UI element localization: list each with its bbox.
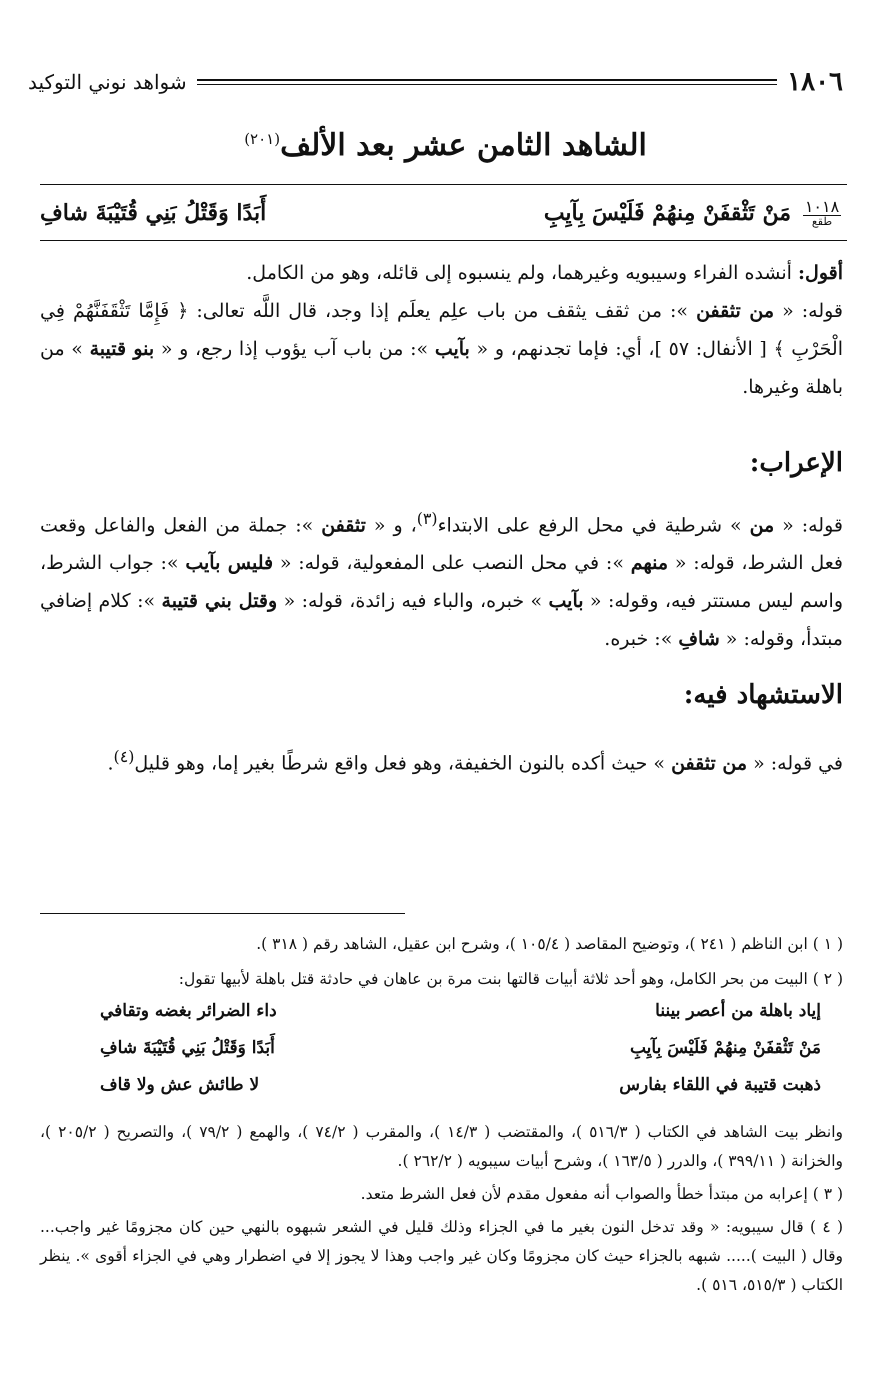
- irab-term: وقتل بني قتيبة: [161, 590, 278, 613]
- irab-text: » شرطية في محل الرفع على الابتداء: [437, 514, 750, 537]
- intro-paragraph-1: [40, 254, 843, 292]
- istishhad-paragraph: [40, 738, 843, 782]
- shahid-title: [40, 128, 851, 163]
- footnote-separator: [40, 913, 405, 914]
- istishhad-text: » حيث أكده بالنون الخفيفة، وهو فعل واقع شرطًا بغير إما، وهو قليل: [134, 752, 672, 775]
- title-footnote-ref: (٢٠١): [244, 130, 281, 148]
- intro-term: من تثقفن: [696, 300, 775, 322]
- intro-text: قوله: «: [774, 300, 844, 322]
- irab-term: فليس بآيب: [185, 552, 274, 575]
- intro-text: » من باهلة وغيرها.: [40, 338, 843, 398]
- header-rule: [197, 79, 778, 85]
- poem-hemistich-left: أَبَدًا وَقَتْلُ بَنِي قُتَيْبَةَ شافِ: [100, 1038, 275, 1058]
- intro-paragraphs: [40, 254, 843, 406]
- irab-text: » خبره، والباء فيه زائدة، قوله: «: [277, 590, 549, 613]
- footnote-1: ( ١ ) ابن الناظم ( ٢٤١ )، وتوضيح المقاصد ( ١٠٥/٤ )، وشرح ابن عقيل، الشاهد رقم ( ٣١٨ ).: [256, 935, 843, 953]
- verse-meter: طقع: [811, 215, 833, 229]
- istishhad-heading: الاستشهاد فيه:: [683, 680, 843, 710]
- verse-hemistich-2: أَبَدًا وَقَتْلُ بَنِي قُتَيْبَةَ شافِ: [40, 200, 267, 226]
- footnote-2-sources: وانظر بيت الشاهد في الكتاب ( ٥١٦/٣ )، والمقتضب ( ١٤/٣ )، والمقرب ( ٧٤/٢ )، والهمع ( ٧٩/٢ )، والتصريح ( ٢٠٥/٢ )، والخزانة ( ٣٩٩/١١ )، والدرر ( ١٦٣/٥ )، وشرح أبيات سيبويه ( ٢٦٢/٢ ).: [40, 1123, 844, 1170]
- istishhad-footnote-ref: (٤): [113, 747, 135, 766]
- irab-term: منهم: [630, 552, 669, 575]
- verse-number-block: [797, 198, 847, 229]
- shahid-title-text: الشاهد الثامن عشر بعد الألف: [280, 128, 647, 163]
- poem-hemistich-right: إياد باهلة من أعصر بيننا: [655, 1001, 821, 1021]
- irab-heading: الإعراب:: [749, 448, 843, 478]
- irab-term: بآيب: [548, 590, 584, 613]
- istishhad-text: في قوله: «: [747, 752, 843, 775]
- istishhad-text: .: [107, 752, 114, 775]
- footnote-4: ( ٤ ) قال سيبويه: « وقد تدخل النون بغير ما في الجزاء وذلك قليل في الشعر شبهوه بالنهي حين كان مجزومًا غير واجب... وقال ( البيت )..... شبهه بالجزاء حيث كان مجزومًا وكان غير واجب وهذا لا يجوز إلا في اضطرار وهي في الجزاء أقوى ». ينظر الكتاب ( ٥١٥/٣، ٥١٦ ).: [40, 1218, 843, 1294]
- irab-term: من: [749, 514, 775, 537]
- page-header: [28, 62, 843, 102]
- irab-text: »: خبره.: [604, 628, 679, 651]
- irab-text: »: في محل النصب على المفعولية، قوله: «: [273, 552, 631, 575]
- poem-hemistich-right: مَنْ تَثْقفَنْ مِنهُمْ فَلَيْسَ بِآيِبِ: [629, 1038, 821, 1058]
- verse-bottom-rule: [40, 240, 847, 241]
- intro-text: »: من باب آب يؤوب إذا رجع، و «: [154, 338, 435, 360]
- verse-line: [40, 190, 847, 236]
- footnote-poem-line: [100, 1038, 821, 1058]
- irab-text: »: كلام إضافي مبتدأ، وقوله: «: [40, 590, 843, 651]
- intro-paragraph-2: [40, 292, 843, 406]
- poem-hemistich-left: لا طائش عش ولا قاف: [100, 1075, 260, 1095]
- irab-paragraph: [40, 500, 843, 658]
- intro-lead: أقول:: [798, 262, 843, 284]
- footnote-poem-line: [100, 1075, 821, 1095]
- irab-text: »: جواب الشرط، واسم ليس مستتر فيه، وقوله: «: [40, 552, 844, 613]
- intro-term: بآيب: [434, 338, 470, 360]
- irab-term: تثقفن: [321, 514, 366, 537]
- intro-term: بنو قتيبة: [89, 338, 155, 360]
- verse-number: ١٠١٨: [804, 196, 840, 216]
- verse-top-rule: [40, 184, 847, 185]
- irab-footnote-ref: (٣): [416, 509, 438, 528]
- irab-text: »: جملة من الفعل والفاعل وقعت فعل الشرط، قوله: «: [40, 514, 844, 575]
- intro-text: »: من ثقف يثقف من باب علِم يعلَم إذا وجد، قال اللَّه تعالى: ﴿ فَإِمَّا تَثْقَفَنَّهُمْ فِي الْحَرْبِ ﴾ [ الأنفال: ٥٧ ]، أي: فإما تجدنهم، و «: [40, 300, 843, 360]
- footnote-3: ( ٣ ) إعرابه من مبتدأ خطأ والصواب أنه مفعول مقدم لأن فعل الشرط متعد.: [360, 1185, 843, 1203]
- intro-text-1: أنشده الفراء وسيبويه وغيرهما، ولم ينسبوه إلى قائله، وهو من الكامل.: [246, 262, 798, 284]
- page-number: ١٨٠٦: [787, 67, 843, 97]
- istishhad-term: من تثقفن: [671, 752, 748, 775]
- poem-hemistich-left: داء الضرائر بغضه وتقافي: [100, 1001, 277, 1021]
- footnote-2: ( ٢ ) البيت من بحر الكامل، وهو أحد ثلاثة أبيات قالتها بنت مرة بن عاهان في حادثة قتل باهلة لأبيها تقول:: [178, 970, 843, 988]
- irab-text: قوله: «: [774, 514, 843, 537]
- running-title: شواهد نوني التوكيد: [28, 70, 187, 94]
- verse-hemistich-1: مَنْ تَثْقفَنْ مِنهُمْ فَلَيْسَ بِآيِبِ: [543, 200, 791, 226]
- irab-text: ، و «: [365, 514, 417, 537]
- footnote-poem-line: [100, 1001, 821, 1021]
- poem-hemistich-right: ذهبت قتيبة في اللقاء بفارس: [619, 1075, 821, 1095]
- irab-term: شافِ: [678, 628, 720, 651]
